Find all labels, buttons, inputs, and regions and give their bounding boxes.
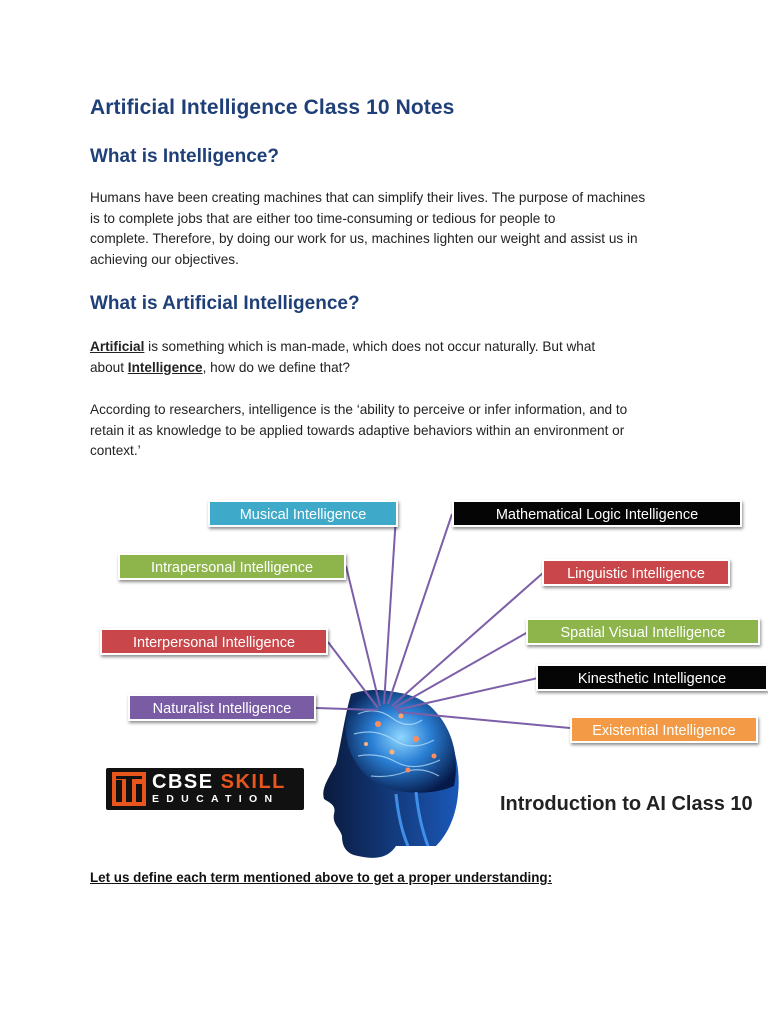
connector-musical xyxy=(384,516,396,704)
paragraph-line: is to complete jobs that are either too time-consuming or tedious for people to xyxy=(90,210,556,226)
tag-label: Mathematical Logic Intelligence xyxy=(495,507,699,523)
tag-label: Linguistic Intelligence xyxy=(567,566,705,582)
tag-mathematical-logic-intelligence xyxy=(452,500,742,527)
tag-naturalist-intelligence xyxy=(128,694,316,721)
page-title: Artificial Intelligence Class 10 Notes xyxy=(90,96,455,119)
tag-label: Kinesthetic Intelligence xyxy=(577,671,727,687)
tag-label: Intrapersonal Intelligence xyxy=(150,560,314,576)
cbse-skill-education-logo xyxy=(106,768,304,810)
tag-label: Spatial Visual Intelligence xyxy=(560,625,726,641)
figure-caption: Introduction to AI Class 10 xyxy=(500,793,753,815)
section-heading-ai: What is Artificial Intelligence? xyxy=(90,293,360,314)
tag-label: Interpersonal Intelligence xyxy=(132,635,296,651)
paragraph-line: complete. Therefore, by doing our work for us, machines lighten our weight and assist us in xyxy=(90,231,638,246)
tag-linguistic-intelligence xyxy=(542,559,730,586)
paragraph-line: retain it as knowledge to be applied towards adaptive behaviors within an environment or xyxy=(90,422,625,438)
tag-intrapersonal-intelligence xyxy=(118,553,346,580)
tag-spatial-visual-intelligence xyxy=(526,618,760,645)
paragraph-text: , how do we define that? xyxy=(202,359,350,375)
term-intelligence: Intelligence xyxy=(127,359,203,375)
tag-kinesthetic-intelligence xyxy=(536,664,768,691)
term-artificial: Artificial xyxy=(90,339,145,354)
tag-musical-intelligence xyxy=(208,500,398,527)
tag-existential-intelligence xyxy=(570,716,758,743)
logo-subtitle: EDUCATION xyxy=(152,793,280,805)
paragraph-line: Humans have been creating machines that can simplify their lives. The purpose of machines xyxy=(90,190,646,205)
intelligence-paragraph xyxy=(90,188,690,270)
section-heading-intelligence: What is Intelligence? xyxy=(90,146,279,167)
tag-label: Existential Intelligence xyxy=(592,723,736,739)
logo-mark-icon xyxy=(112,772,146,806)
paragraph-line: According to researchers, intelligence is the ‘ability to perceive or infer information, and to xyxy=(90,402,628,417)
tag-label: Musical Intelligence xyxy=(239,507,367,523)
paragraph-line: context.’ xyxy=(90,443,141,458)
connector-linguistic xyxy=(392,572,544,706)
connector-intrapersonal xyxy=(346,566,380,706)
define-terms-line: Let us define each term mentioned above to get a proper understanding: xyxy=(90,870,553,885)
tag-label: Naturalist Intelligence xyxy=(152,701,292,717)
artificial-definition-paragraph xyxy=(90,337,690,378)
connector-mathematical xyxy=(388,514,452,704)
intelligences-figure xyxy=(96,494,768,870)
logo-wordmark: CBSE SKILL xyxy=(152,771,286,793)
paragraph-line: achieving our objectives. xyxy=(90,251,239,267)
researchers-definition-paragraph xyxy=(90,400,690,462)
connector-spatial xyxy=(394,632,528,708)
paragraph-text: is something which is man-made, which does not occur naturally. But what xyxy=(144,339,596,354)
paragraph-text: about xyxy=(90,359,128,375)
tag-interpersonal-intelligence xyxy=(100,628,328,655)
